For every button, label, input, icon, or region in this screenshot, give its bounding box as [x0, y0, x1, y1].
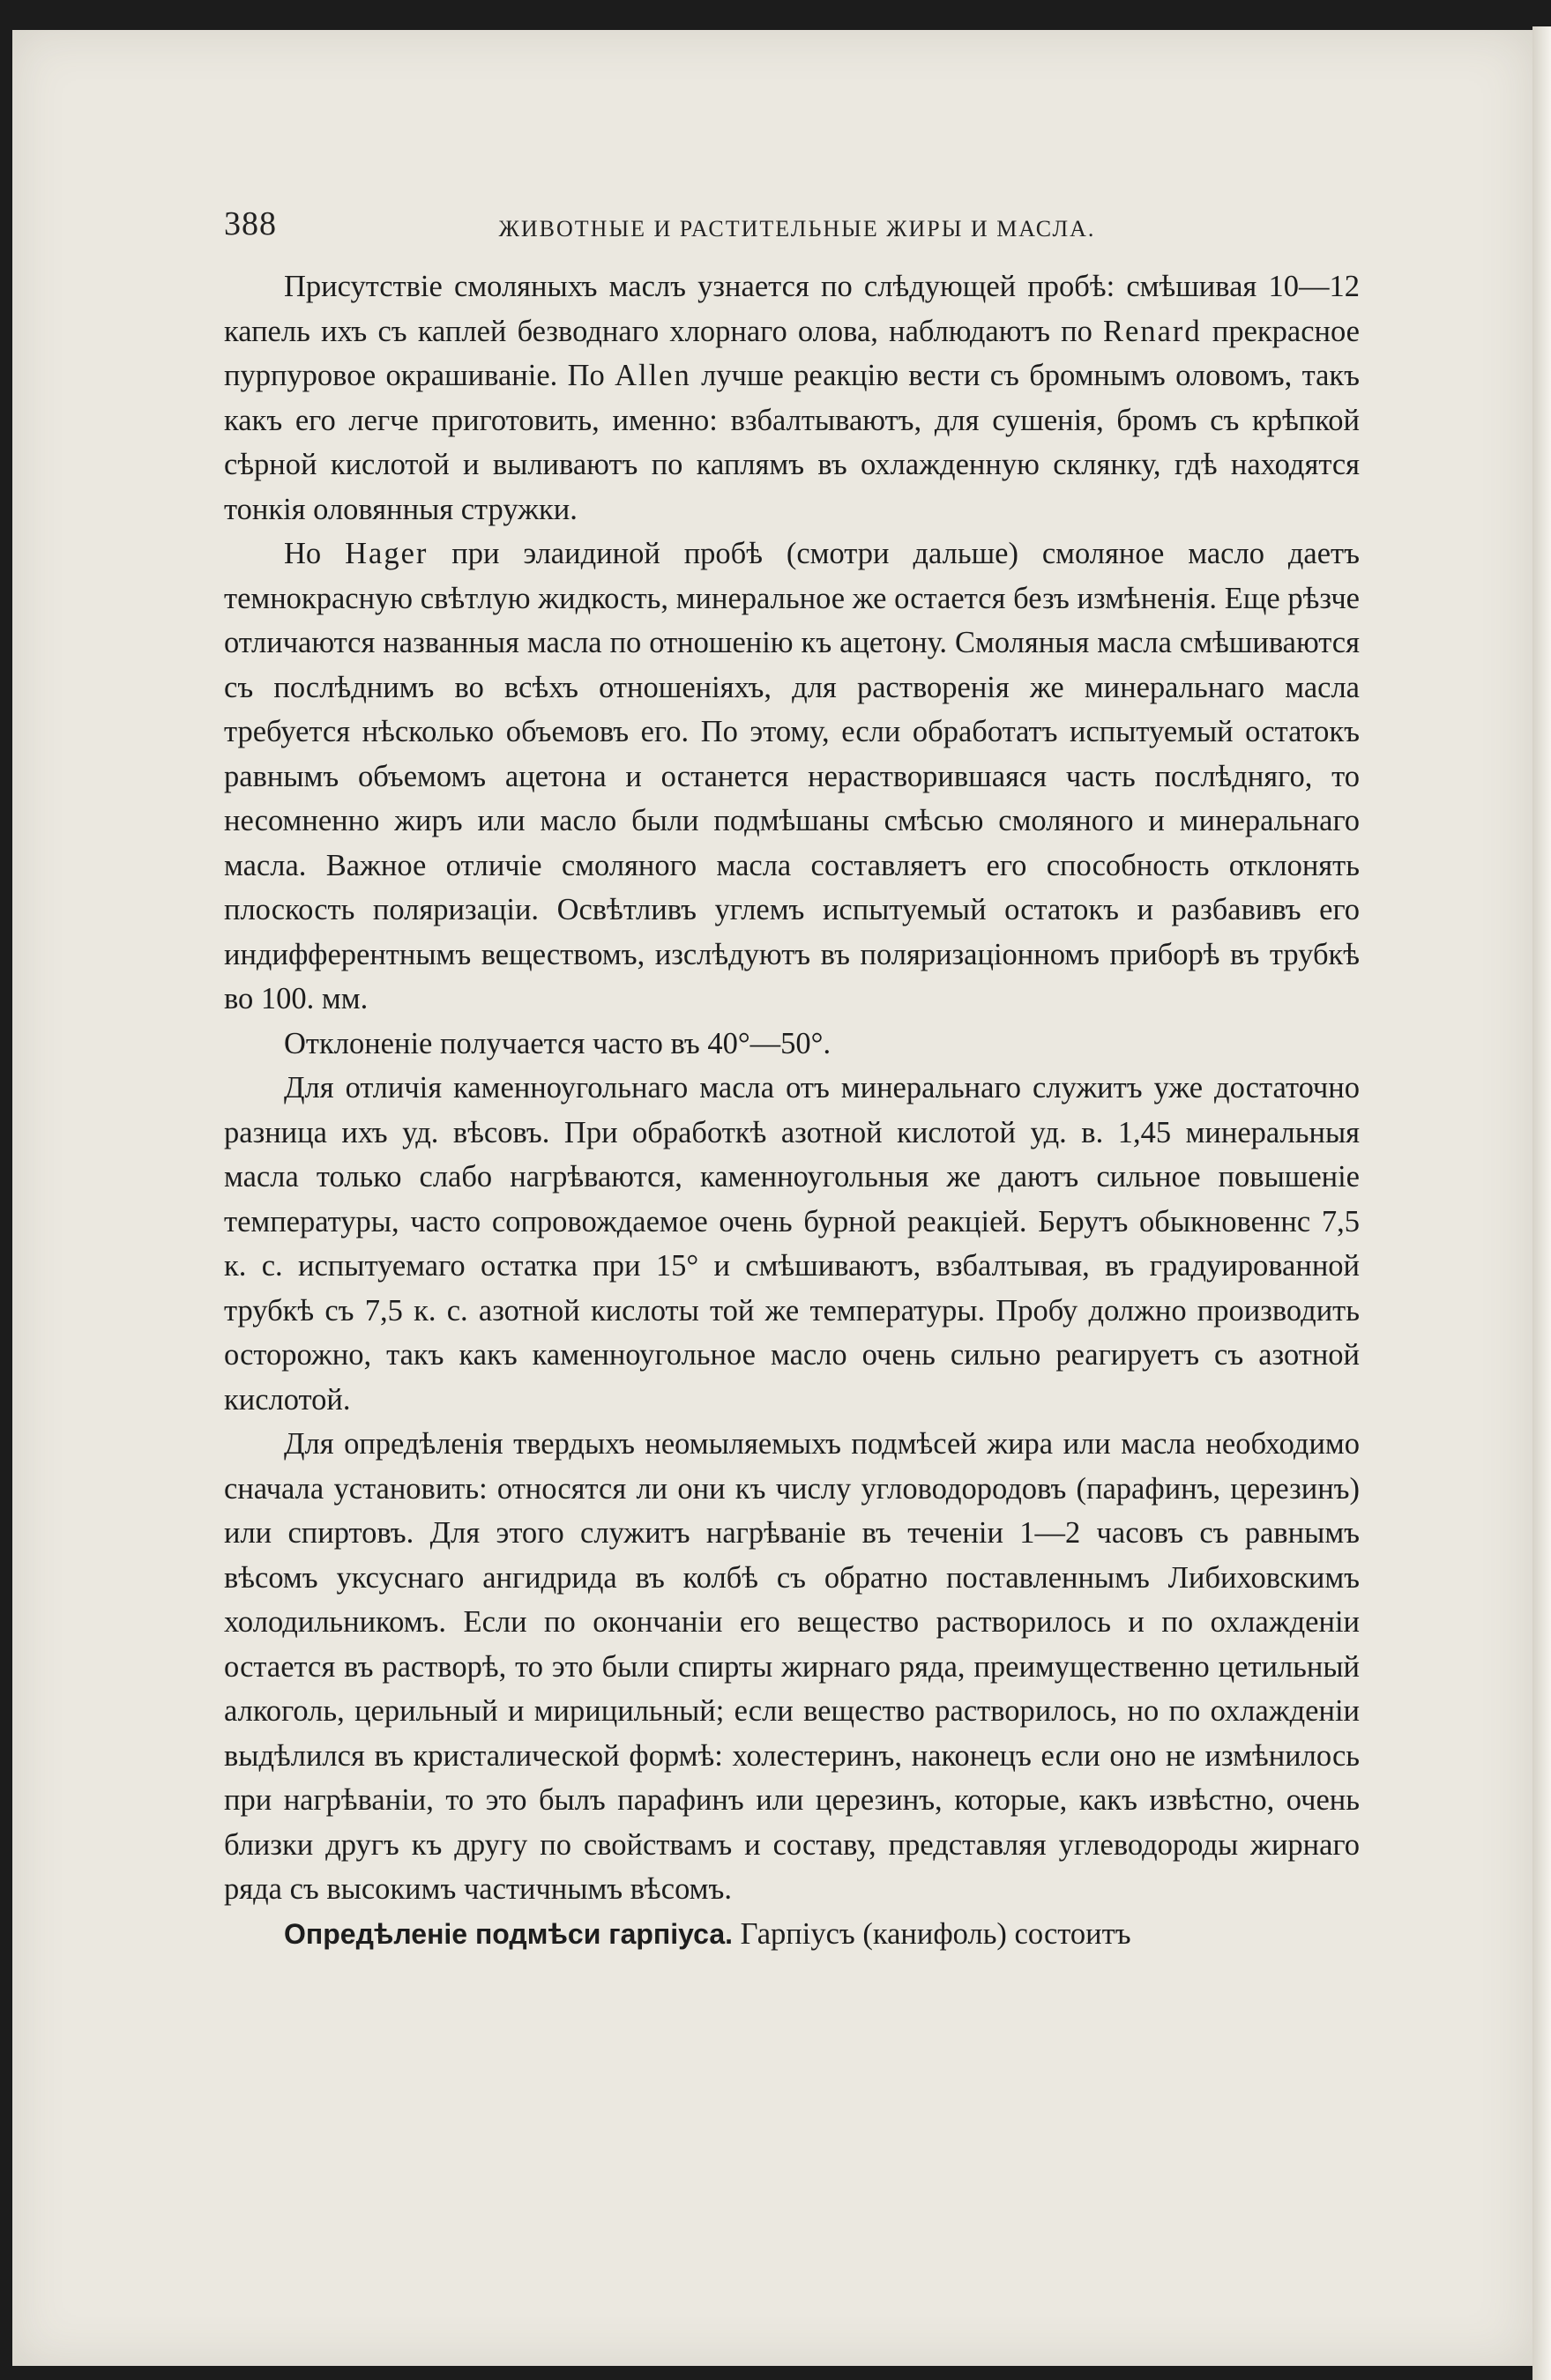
paragraph-deviation: Отклоненіе получается часто въ 40°—50°.	[284, 1026, 831, 1060]
paragraph-harpius: Опредѣленіе подмѣси гарпіуса. Гарпіусъ (канифоль) состоитъ	[284, 1916, 1131, 1951]
page-body	[224, 264, 1360, 1956]
author-name: Hager	[345, 537, 429, 570]
page-header	[224, 197, 1370, 250]
running-title: ЖИВОТНЫЕ И РАСТИТЕЛЬНЫЕ ЖИРЫ И МАСЛА.	[498, 216, 1096, 242]
author-name: Renard	[1103, 314, 1202, 348]
paragraph-hager-test: Но Hager при элаидиной пробѣ (смотри дальше) смоляное масло даетъ темнокрасную свѣтлую жидкость, минеральное же остается безъ измѣненія. Еще рѣзче отличаются названныя масла по отношенію къ ацетону. Смоляныя масла смѣшиваются съ послѣднимъ во всѣхъ отношеніяхъ, для растворенія же минеральнаго масла требуется нѣсколько объемовъ его. По этому, если обработатъ испытуемый остатокъ равнымъ объемомъ ацетона и останется нерастворившаяся часть послѣдняго, то несомненно жиръ или масло были подмѣшаны смѣсью смоляного и минеральнаго масла. Важное отличіе смоляного масла составляетъ его способность отклонять плоскость поляризаціи. Освѣтливъ углемъ испытуемый остатокъ и разбавивъ его индифферентнымъ веществомъ, изслѣдуютъ въ поляризаціонномъ приборѣ въ трубкѣ во 100. мм.	[224, 537, 1360, 1015]
paragraph-coal-oil: Для отличія каменноугольнаго масла отъ минеральнаго служитъ уже достаточно разница ихъ уд. вѣсовъ. При обработкѣ азотной кислотой уд. в. 1,45 минеральныя масла только слабо нагрѣваются, каменноугольныя же даютъ сильное повышеніе температуры, часто сопровождаемое очень бурной реакціей. Берутъ обыкновеннс 7,5 к. с. испытуемаго остатка при 15° и смѣшиваютъ, взбалтывая, въ градуированной трубкѣ съ 7,5 к. с. азотной кислоты той же температуры. Пробу должно производить осторожно, такъ какъ каменноугольное масло очень сильно реагируетъ съ азотной кислотой.	[224, 1071, 1360, 1417]
page-number: 388	[224, 205, 277, 242]
page-edge	[1532, 26, 1551, 2380]
author-name: Allen	[615, 359, 691, 392]
section-heading: Опредѣленіе подмѣси гарпіуса.	[284, 1917, 734, 1950]
paragraph-resin-oil-test: Присутствіе смоляныхъ маслъ узнается по слѣдующей пробѣ: смѣшивая 10—12 капель ихъ съ каплей безводнаго хлорнаго олова, наблюдаютъ по Renard прекрасное пурпуровое окрашиваніе. По Allen лучше реакцію вести съ бромнымъ оловомъ, такъ какъ его легче приготовить, именно: взбалтываютъ, для сушенія, бромъ съ крѣпкой сѣрной кислотой и выливаютъ по каплямъ въ охлажденную склянку, гдѣ находятся тонкія оловянныя стружки.	[224, 270, 1361, 526]
paragraph-solid-admixtures: Для опредѣленія твердыхъ неомыляемыхъ подмѣсей жира или масла необходимо сначала установить: относятся ли они къ числу угловодородовъ (парафинъ, церезинъ) или спиртовъ. Для этого служитъ нагрѣваніе въ теченіи 1—2 часовъ съ равнымъ вѣсомъ уксуснаго ангидрида въ колбѣ съ обратно поставленнымъ Либиховскимъ холодильникомъ. Если по окончаніи его вещество растворилось и по охлажденіи остается въ растворѣ, то это были спирты жирнаго ряда, преимущественно цетильный алкоголь, церильный и мирицильный; если вещество растворилось, но по охлажденіи выдѣлился въ кристалической формѣ: холестеринъ, наконецъ если оно не измѣнилось при нагрѣваніи, то это былъ парафинъ или церезинъ, которые, какъ извѣстно, очень близки другъ къ другу по свойствамъ и составу, представляя углеводороды жирнаго ряда съ высокимъ частичнымъ вѣсомъ.	[224, 1427, 1360, 1906]
